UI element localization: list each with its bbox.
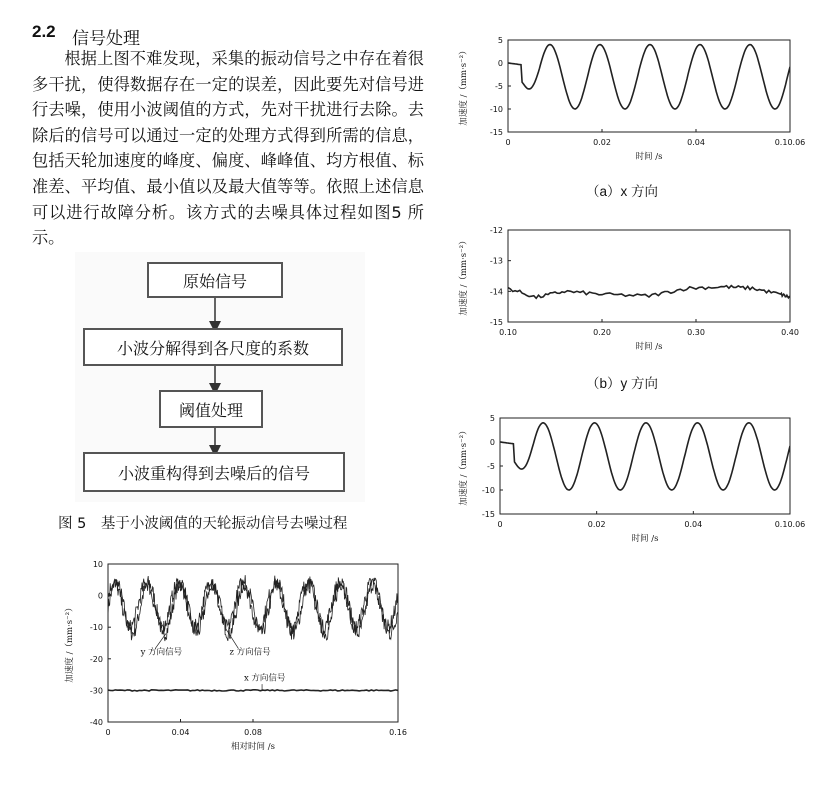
y-tick-label: -10 [481,486,495,495]
y-tick-label: -5 [487,462,495,471]
y-tick-label: -40 [89,718,103,727]
chart-svg [452,222,802,362]
y-axis-label: 加速度 /（mm·s⁻²） [65,603,75,683]
y-tick-label: -15 [489,128,503,137]
x-tick-label: 0 [105,728,111,737]
x-tick-label: 0 [497,520,503,529]
x-axis-label: 时间 /s [635,342,663,352]
flow-step-decompose: 小波分解得到各尺度的系数 [83,328,343,366]
y-direction-chart [452,222,802,362]
y-tick-label: -15 [481,510,495,519]
x-tick-label: 0.10 [499,328,517,337]
x-axis-label: 时间 /s [631,534,659,544]
x-direction-chart [452,30,806,170]
x-direction-caption: （a）x 方向 [586,184,659,199]
chart-svg [452,408,806,550]
y-tick-label: -15 [489,318,503,327]
x-tick-label: 0.04 [684,520,703,529]
x-tick-label: 0 [505,138,511,147]
y-tick-label: 5 [489,414,495,423]
plot-frame [508,230,790,322]
y-tick-label: 10 [92,560,103,569]
x-tick-label: 0.20 [593,328,611,337]
y-tick-label: 5 [497,36,503,45]
section-title: 信号处理 [72,29,140,49]
plot-frame [500,418,790,514]
x-axis-label: 时间 /s [635,152,663,162]
y-tick-label: -5 [495,82,503,91]
paragraph-text: 根据上图不难发现，采集的振动信号之中存在着很多干扰，使得数据存在一定的误差，因此要先对信号进行去噪，使用小波阈值的方式，先对干扰进行去除。去除后的信号可以通过一定的处理方式得到所需的信息，包括天轮加速度的峰度、偏度、峰峰值、均方根值、标准差、平均值、最小值以及最大值等等。依照上述信息可以进行故障分析。该方式的去噪具体过程如图5 所示。 [32,49,424,248]
z-direction-chart [452,408,806,550]
figure-caption: 图 5 基于小波阈值的天轮振动信号去噪过程 [58,516,348,532]
y-axis-label: 加速度 /（mm·s⁻²） [459,426,469,506]
x-tick-label: 0.16 [389,728,407,737]
x-tick-label: 0.10.06 [774,520,806,529]
y-tick-label: 0 [97,591,103,601]
x-tick-label: 0.02 [593,138,611,147]
chart-svg [452,30,806,170]
x-tick-label: 0.40 [781,328,799,337]
body-paragraph [32,46,424,251]
flow-step-reconstruct: 小波重构得到去噪后的信号 [83,452,345,492]
flowchart [75,252,365,502]
x-tick-label: 0.04 [687,138,705,147]
x-tick-label: 0.08 [244,728,262,737]
flow-step-original: 原始信号 [147,262,283,298]
y-tick-label: -13 [489,256,503,266]
raw-signal-chart [58,556,418,756]
plot-frame [508,40,790,132]
y-tick-label: -10 [489,105,503,114]
annotation-label: x 方向信号 [243,673,286,684]
x-tick-label: 0.02 [587,520,606,529]
annotation-label: y 方向信号 [140,647,183,658]
y-tick-label: -10 [89,623,103,633]
plot-frame [108,564,398,722]
y-tick-label: -30 [89,686,103,696]
y-tick-label: -14 [489,287,503,297]
y-axis-label: 加速度 /（mm·s⁻²） [459,46,469,126]
x-tick-label: 0.10.06 [774,138,806,147]
flow-step-threshold: 阈值处理 [159,390,263,428]
chart-svg [58,556,418,756]
annotation-label: z 方向信号 [229,647,271,658]
y-tick-label: 0 [497,59,503,68]
y-tick-label: -20 [89,654,103,664]
x-axis-label: 相对时间 /s [231,742,275,752]
x-tick-label: 0.30 [687,328,705,337]
y-direction-caption: （b）y 方向 [586,376,659,391]
section-number: 2.2 [32,22,56,41]
y-tick-label: 0 [489,438,495,447]
x-tick-label: 0.04 [171,728,190,737]
y-axis-label: 加速度 /（mm·s⁻²） [459,236,469,316]
y-tick-label: -12 [489,226,503,235]
